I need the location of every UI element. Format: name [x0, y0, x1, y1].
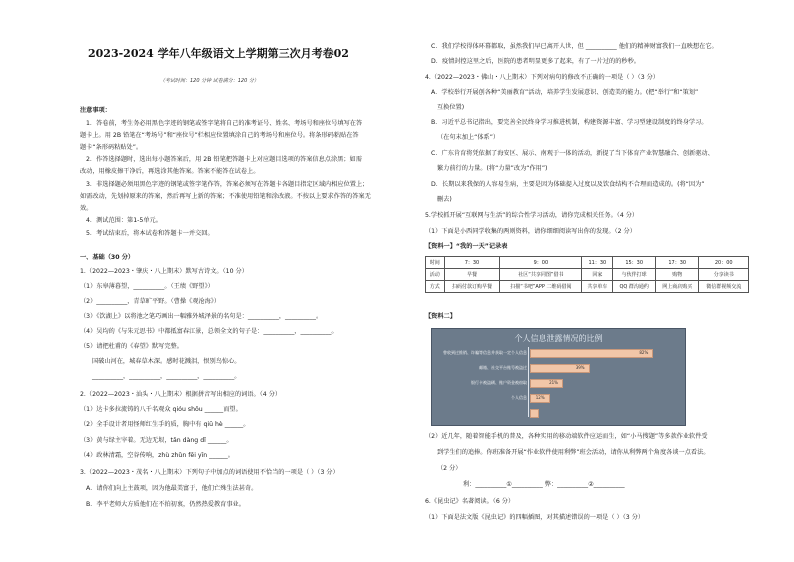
chart-category-label: 个人信息: [511, 395, 527, 400]
table-cell: 社区“共享同图”借书: [500, 269, 582, 281]
option-line: 繁力前行的力量。(将“力量”改为“作用”): [437, 165, 548, 172]
chart-axis: [528, 347, 529, 417]
table-cell: 购物: [656, 269, 699, 281]
question-item: （4）吴均的《与朱元思书》中都抵富春江景，总领全文的句子是：__________，__________。: [80, 328, 338, 335]
info-leak-chart: [431, 328, 686, 426]
question-3: 3.（2022—2023・茂名・八上期末）下列句子中加点的词语使用不恰当的一项是（ ）（3 分）: [80, 469, 339, 476]
table-cell: 回家: [582, 269, 613, 281]
option-line: （在句末加上“体系”）: [437, 134, 500, 141]
table-cell: 时间: [426, 257, 445, 269]
table-cell: 共享单车: [582, 281, 613, 293]
notice-line: 5．考试结束后，将本试卷和答题卡一并交回。: [86, 230, 214, 237]
chart-value-label: 39%: [575, 365, 585, 370]
option-a: A．请你们向上主鼓项，因为他最美富于，他们亡殊生法甚奇。: [86, 485, 258, 492]
option-line: B．习近平总书记指出，要完善全民终身学习推进机制，构建资源丰富、学习型建设制度的终身学习。: [431, 119, 708, 126]
table-row: [426, 269, 749, 281]
page-title: 2023-2024 学年八年级语文上学期第三次月考卷02: [88, 47, 349, 60]
exam-subtitle: （考试时间：120 分钟 试卷满分：120 分）: [160, 78, 259, 84]
table-cell: 20：00: [699, 257, 749, 269]
question-item: （2）__________，青草旷平野。（曹操《观沧海》）: [80, 298, 221, 305]
table-cell: 11：30: [582, 257, 613, 269]
question-item: （3）《饮湖上》以将池之笔巧画出一幅雅外城泽景的名句是：__________，__________。: [80, 313, 323, 320]
table-cell: QQ 群沟通约: [613, 281, 656, 293]
notice-line: 题卡“条形码粘贴处”。: [80, 144, 143, 151]
notice-line: 1．答卷前，考生务必用黑色字迹的钢笔或签字笔将自己的准考证号、姓名、考场号和座位号填写在答: [86, 120, 363, 127]
chart-title: 个人信息泄露情况的比例: [514, 334, 603, 343]
chart-value-label: 82%: [639, 350, 649, 355]
sub-question: （2）近几年，随着智能手机的普及，各种实用的移动端软件应运而生，如“小马搜题”等多款作业软件受: [425, 433, 708, 440]
table-cell: 微信群视频交流: [699, 281, 749, 293]
table-cell: 早餐: [444, 269, 500, 281]
question-item: （2）全手设计者用怪师红生手的质，胸中有 qiū hè ______。: [80, 421, 250, 428]
chart-category-label: 邮箱、社交平台账号被盗过: [479, 365, 527, 370]
question-2: 2.（2022—2023・汕头・八上期末）根据拼音写出相应的词语。（4 分）: [80, 391, 282, 398]
table-cell: 扫描“书吧”APP 二维码借阅: [500, 281, 582, 293]
notice-line: 如需改动，先划掉原来的答案，然后再写上新的答案；不准使用铅笔和涂改液。不按以上要求作答的答案无: [80, 193, 371, 200]
sub-question: （1）下面是法文版《昆虫记》的四幅插图，对其描述错误的一项是（ ）（3 分）: [425, 514, 645, 521]
poem-line: 国破山河在，城春草木深。感时花溅泪，恨别鸟惊心。: [92, 358, 241, 365]
question-item: （3）黄与绿主宰着。无边无垠，tǎn dàng dǐ ______。: [80, 437, 233, 444]
option-b: B．李平老师大方质他们在不拍初衷，仍然热爱教育事业。: [86, 501, 245, 508]
table-cell: 7：30: [444, 257, 500, 269]
section-heading: 一、基础（30 分）: [80, 254, 135, 261]
option-line: 互换位置): [437, 104, 465, 111]
table-cell: 15：30: [613, 257, 656, 269]
sub-question: （2 分）: [437, 465, 462, 472]
chart-category-label: 银行卡被盗刷、账户资金被窃取: [471, 380, 527, 385]
table-cell: 分享读书: [699, 269, 749, 281]
question-6: 6.《昆虫记》名著阅读。（6 分）: [425, 498, 515, 505]
table-row: [426, 257, 749, 269]
chart-bar: [530, 349, 653, 358]
notice-line: 题卡上。用 2B 铅笔在“考场号”和“座位号”栏相应位置填涂自己的考场号和座位号。将条形码粘贴在答: [80, 132, 359, 139]
table-cell: 与伙伴打球: [613, 269, 656, 281]
table-cell: 扫码付款订购早餐: [444, 281, 500, 293]
option-c: C．我们学校得体环幕都取，虽然我们早已离开人世，但 __________ 他们的精神财富我们一直映想在它。: [431, 43, 718, 50]
option-line: C．广东肯育将凭依据了海安区、展示、南观于一体的活动，新提了当下体育产业智慧融合、创新驱动、: [431, 150, 714, 157]
notice-line: 4．测试范围：第1-5单元。: [86, 217, 162, 224]
chart-bar: [530, 379, 563, 388]
table-cell: 活动: [426, 269, 445, 281]
question-item: （4）政林清霜，空谷传响，zhù zhǔn fēi yīn ______。: [80, 452, 234, 459]
notice-line: 3．非选择题必须用黑色字迹的钢笔或签字笔作答，答案必须写在答题卡各题目指定区域内相应位置上；: [86, 181, 369, 188]
material-label: 【资料一】“我的一天”记录表: [425, 243, 508, 250]
chart-category-label: 曾收到过推销、诈骗等信息并获取一定个人信息: [443, 350, 527, 355]
notice-line: 2．作答选择题时，选出每小题答案后，用 2B 铅笔把答题卡上对应题目选项的答案信息点涂黑；如需: [86, 156, 362, 163]
answer-line: 利：__________①__________ 弊：__________②__________: [463, 481, 625, 488]
notice-heading: 注意事项：: [80, 107, 111, 114]
answer-blanks: __________，__________，__________，__________。: [92, 373, 241, 380]
chart-value-label: 12%: [535, 395, 545, 400]
table-cell: 网上商店购买: [656, 281, 699, 293]
table-row: [426, 281, 749, 293]
question-4: 4.（2022—2023・佛山・八上期末）下列对病句的修改不正确的一项是（ ）（3 分）: [425, 74, 659, 81]
question-1: 1.（2022—2023・肇庆・八上期末）默写古诗文。（10 分）: [80, 268, 248, 275]
material-label: 【资料二】: [425, 313, 456, 320]
sub-question: 到学生们的追捧。你班准备开展“作业软件使用利弊”班会活动，请你从利弊两个角度各谈一点看法。: [437, 449, 710, 456]
notice-line: 效。: [80, 205, 93, 212]
record-table: [425, 256, 749, 293]
option-line: D．长期以来我保的人容易生病，主要是因为体础提入过度以及饮食结构不合理而造成的。(将“因为”: [431, 181, 705, 188]
table-cell: 方式: [426, 281, 445, 293]
table-cell: 17：30: [656, 257, 699, 269]
question-5: 5.学校抓开展“互联网与生活”的综合性学习活动，请你完成相关任务。（4 分）: [425, 212, 639, 219]
table-cell: 9：00: [500, 257, 582, 269]
chart-value-label: 21%: [549, 380, 558, 385]
question-item: （1）达卡多拉流铸的八千名观众 qióu shǒu ______而望。: [80, 406, 242, 413]
sub-question: （1）下面是小西同学收集的两则资料，请你细细阅读写出你的发现。（2 分）: [425, 228, 636, 235]
chart-bar: [530, 409, 539, 418]
notice-line: 改动，用橡皮擦干净后，再选涂其他答案。答案不能答在试卷上。: [80, 168, 260, 175]
option-line: 删去): [437, 196, 452, 203]
option-d: D．疫情封控这里之后，医院的患者明显更多了起来，有了一片过的的秒秒。: [431, 58, 640, 65]
question-item: （5）请把杜甫的《春望》默写完整。: [80, 343, 183, 350]
question-item: （1）东皋薄暮望，__________。（王绩《野望》）: [80, 283, 214, 290]
option-line: A．学校举行开展创各种“美丽教育”活动，培养学生发展意识、创造美的能力。(把“举行”和“策划”: [431, 89, 699, 96]
